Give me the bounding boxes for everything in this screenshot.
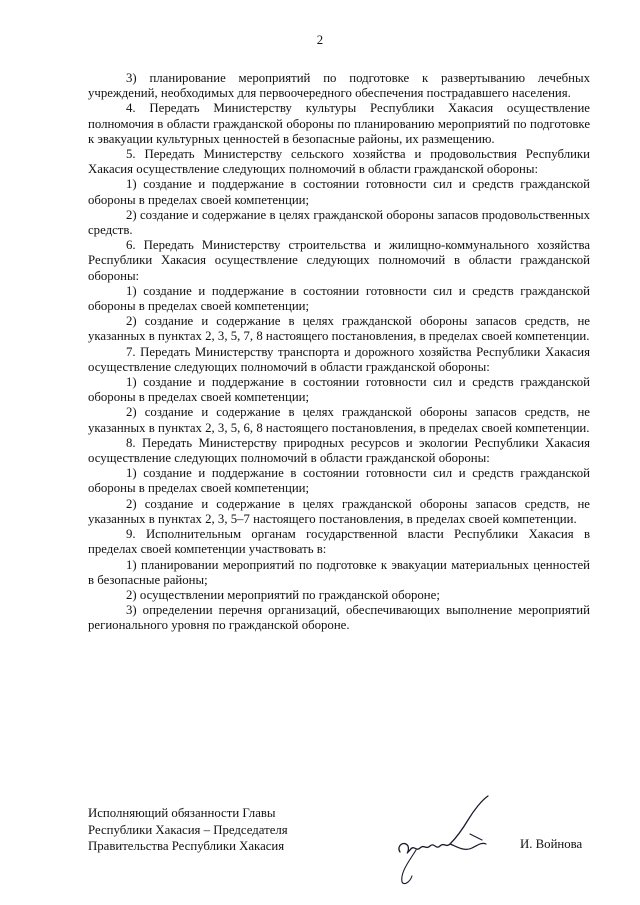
paragraph: 1) создание и поддержание в состоянии готовности сил и средств гражданской обороны в пределах своей компетенции; [88,283,590,314]
handwritten-signature [386,790,506,890]
paragraph: 5. Передать Министерству сельского хозяйства и продовольствия Республики Хакасия осуществление следующих полномочий в области гражданской обороны: [88,147,590,177]
paragraph: 7. Передать Министерству транспорта и дорожного хозяйства Республики Хакасия осуществление следующих полномочий в области гражданской обороны: [88,344,590,374]
paragraph: 1) планировании мероприятий по подготовке к эвакуации материальных ценностей в безопасные районы; [88,557,590,587]
paragraph: 3) определении перечня организаций, обеспечивающих выполнение мероприятий регионального уровня по гражданской обороне. [88,603,590,633]
paragraph: 9. Исполнительным органам государственной власти Республики Хакасия в пределах своей компетенции участвовать в: [88,527,590,557]
paragraph: 2) осуществлении мероприятий по гражданской обороне; [126,587,440,602]
paragraph: 2) создание и содержание в целях гражданской обороны запасов продовольственных средств. [88,207,590,238]
signature-title-line: Исполняющий обязанности Главы [88,806,276,820]
paragraph: 2) создание и содержание в целях гражданской обороны запасов средств, не указанных в пунктах 2, 3, 5, 7, 8 настоящего постановления, в пределах своей компетенции. [88,314,590,344]
paragraph: 3) планирование мероприятий по подготовке к развертыванию лечебных учреждений, необходимых для первоочередного обеспечения пострадавшего населения. [88,71,590,101]
signature-title-line: Республики Хакасия – Председателя [88,822,288,837]
signatory-name: И. Войнова [520,837,583,851]
paragraph: 1) создание и поддержание в состоянии готовности сил и средств гражданской обороны в пределах своей компетенции; [88,375,590,405]
paragraph: 1) создание и поддержание в состоянии готовности сил и средств гражданской обороны в пределах своей компетенции; [88,466,590,496]
paragraph: 2) создание и содержание в целях гражданской обороны запасов средств, не указанных в пунктах 2, 3, 5, 6, 8 настоящего постановления, в пределах своей компетенции. [88,405,590,435]
signature-title-block [88,805,308,855]
paragraph: 2) создание и содержание в целях гражданской обороны запасов средств, не указанных в пунктах 2, 3, 5–7 настоящего постановления, в пределах своей компетенции. [88,496,590,526]
page-number: 2 [316,33,324,47]
signature-title-line: Правительства Республики Хакасия [88,839,285,853]
document-body [88,71,590,634]
paragraph: 6. Передать Министерству строительства и жилищно-коммунального хозяйства Республики Хакасия осуществление следующих полномочий в области гражданской обороны: [88,238,590,283]
paragraph: 1) создание и поддержание в состоянии готовности сил и средств гражданской обороны в пределах своей компетенции; [88,177,590,207]
paragraph: 8. Передать Министерству природных ресурсов и экологии Республики Хакасия осуществление следующих полномочий в области гражданской обороны: [88,435,590,466]
paragraph: 4. Передать Министерству культуры Республики Хакасия осуществление полномочия в области гражданской обороны по планированию мероприятий по подготовке к эвакуации культурных ценностей в безопасные районы, их размещению. [88,101,590,146]
